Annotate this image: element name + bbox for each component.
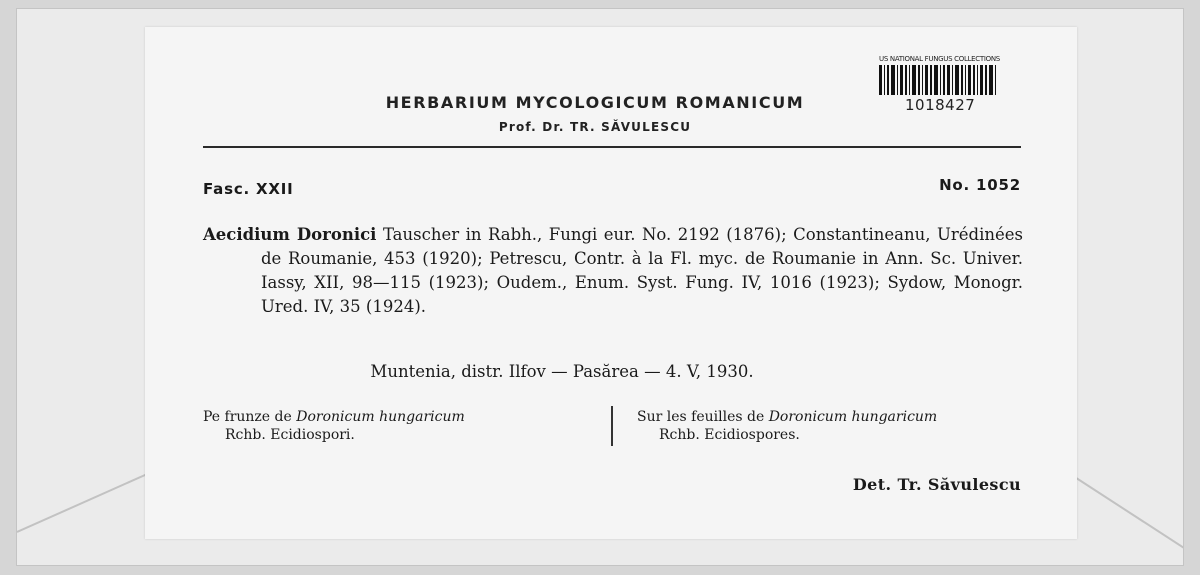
barcode — [879, 55, 1019, 114]
host-name: Doronicum hungaricum — [296, 409, 465, 425]
determiner: Det. Tr. Săvulescu — [852, 475, 1021, 494]
specimen-number: No. 1052 — [939, 176, 1021, 194]
herbarium-title: HERBARIUM MYCOLOGICUM ROMANICUM — [385, 93, 805, 112]
host-description-romanian: Pe frunze de Doronicum hungaricum Rchb. Ecidiospori. — [203, 409, 465, 443]
collection-locality: Muntenia, distr. Ilfov — Pasărea — 4. V, 1930. — [370, 362, 754, 381]
header-rule — [203, 146, 1021, 148]
column-divider — [611, 406, 613, 446]
barcode-collection-label: US NATIONAL FUNGUS COLLECTIONS — [879, 55, 1000, 63]
species-name: Aecidium Doronici — [203, 225, 377, 244]
envelope-background — [16, 8, 1184, 566]
barcode-number: 1018427 — [905, 96, 976, 114]
host-description-french: Sur les feuilles de Doronicum hungaricum Rchb. Ecidiospores. — [637, 409, 938, 443]
taxon-citation — [203, 223, 1023, 319]
herbarium-curator: Prof. Dr. TR. SĂVULESCU — [498, 120, 692, 134]
fascicle-number: Fasc. XXII — [203, 180, 294, 198]
host-name: Doronicum hungaricum — [768, 409, 938, 425]
citation-text: Tauscher in Rabh., Fungi eur. No. 2192 (1876); Constantineanu, Urédinées de Roumanie, 453 (1920); Petrescu, Contr. à la Fl. myc. de Roumanie in Ann. Sc. Univer. Iassy, XII, 98—115 (1923); Oudem., Enum. Syst. Fung. IV, 1016 (1923); Sydow, Monogr. Ured. IV, 35 (1924). — [261, 225, 1024, 316]
barcode-bars — [879, 65, 1011, 95]
specimen-label — [145, 27, 1077, 539]
envelope-fold-line — [17, 470, 155, 533]
envelope-fold-line — [1066, 471, 1184, 549]
